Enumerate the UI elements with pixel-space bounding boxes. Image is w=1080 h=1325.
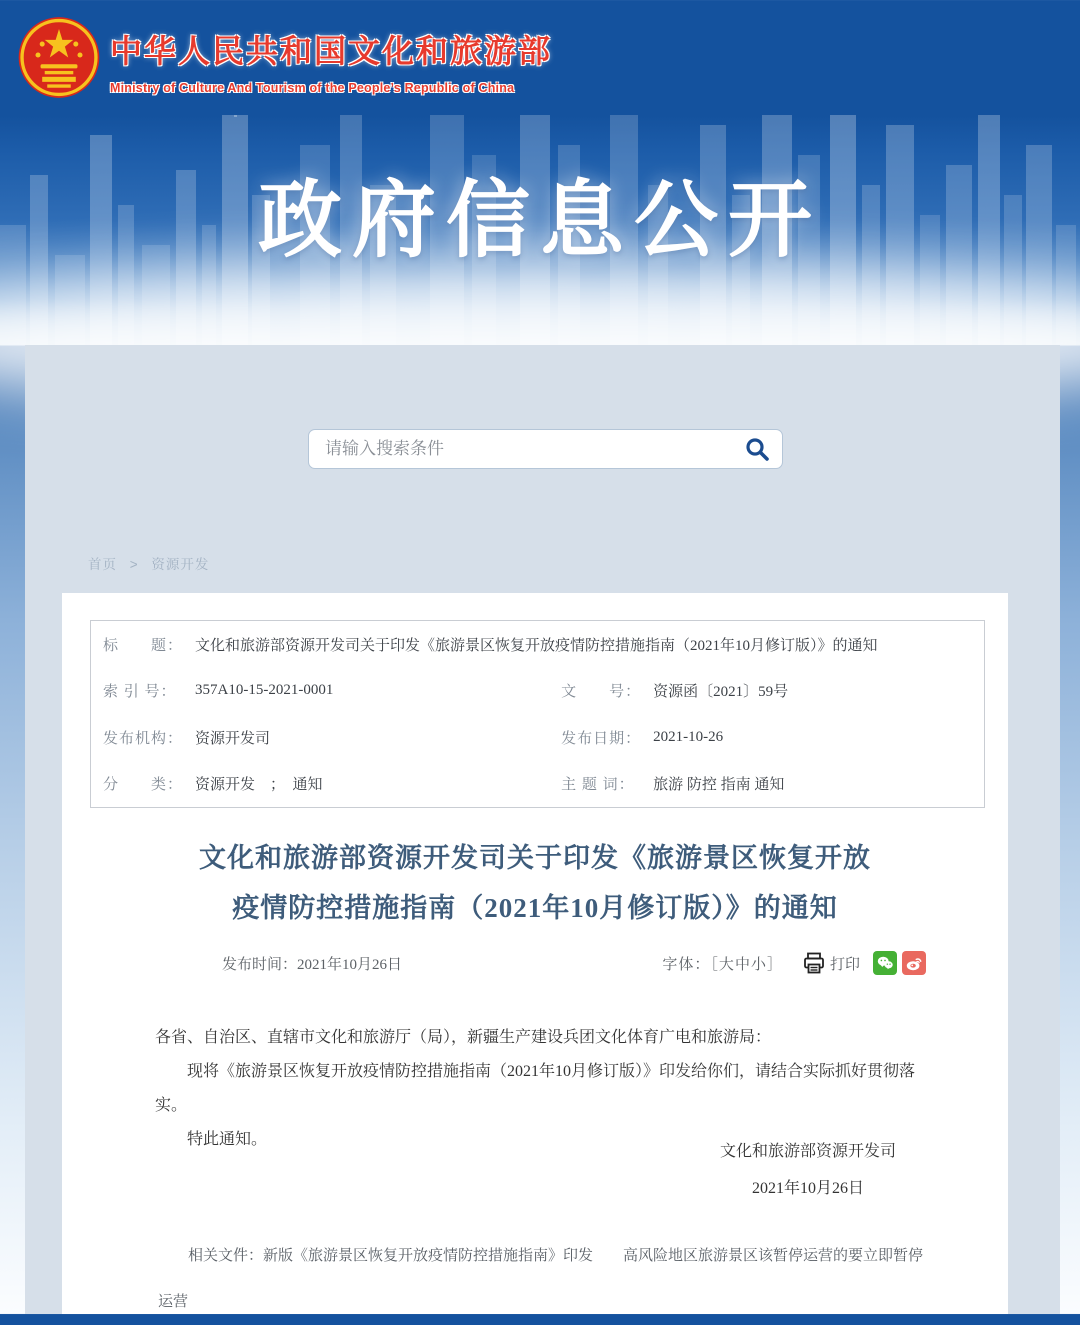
content-panel [25,345,1060,1314]
meta-keywords-value: 旅游 防控 指南 通知 [653,777,785,794]
body-paragraph-main: 现将《旅游景区恢复开放疫情防控措施指南（2021年10月修订版）》印发给你们，请结合实际抓好贯彻落实。 [155,1063,916,1114]
meta-docnumber-value: 资源函〔2021〕59号 [653,684,789,701]
printer-icon [802,951,826,975]
font-bracket-open: ［ [710,956,719,973]
font-bracket-close: ］ [766,956,783,973]
signature-block [720,1133,896,1207]
meta-index-label: 索 引 号： [103,684,177,701]
meta-row-issuer [91,727,984,748]
font-size-selector [662,953,783,974]
banner [0,115,1080,345]
meta-docnumber-label: 文 号： [561,684,642,701]
font-size-large[interactable]: 大 [718,956,735,973]
document-title-line2: 疫情防控措施指南（2021年10月修订版）》的通知 [232,893,838,923]
meta-category-label: 分 类： [103,777,184,794]
article-tools [662,945,926,981]
breadcrumb-separator: > [129,557,139,572]
brand-block [110,26,552,95]
publish-time: 发布时间：2021年10月26日 [222,957,403,973]
font-size-small[interactable]: 小 [750,956,767,973]
meta-date-value: 2021-10-26 [653,728,724,745]
related-files-label: 相关文件： [188,1248,264,1264]
print-label: 打印 [829,956,860,973]
related-file-link-1[interactable]: 新版《旅游景区恢复开放疫情防控措施指南》印发 [263,1248,594,1264]
site-header [0,0,1080,115]
meta-row-index [91,680,984,701]
weibo-icon [905,954,923,972]
related-files [158,1233,930,1325]
meta-row-title [91,634,984,655]
signature-date: 2021年10月26日 [751,1180,864,1197]
meta-index-value: 357A10-15-2021-0001 [195,682,334,699]
meta-row-category [91,773,984,794]
font-size-medium[interactable]: 中 [734,956,751,973]
metadata-table [90,620,985,808]
share-weibo-button[interactable] [902,951,926,975]
share-wechat-button[interactable] [873,951,897,975]
meta-keywords-label: 主 题 词： [561,777,635,794]
search-input[interactable] [323,438,742,460]
document-title-line1: 文化和旅游部资源开发司关于印发《旅游景区恢复开放 [199,843,871,873]
breadcrumb-home[interactable]: 首页 [88,557,117,572]
meta-issuer-value: 资源开发司 [195,730,271,747]
meta-title-value: 文化和旅游部资源开发司关于印发《旅游景区恢复开放疫情防控措施指南（2021年10月修订版）》的通知 [195,637,878,654]
breadcrumb [88,553,209,573]
font-label: 字体： [662,956,711,973]
ministry-name-en: Ministry of Culture And Tourism of the People’s Republic of China [110,81,515,95]
print-button[interactable] [802,951,860,975]
meta-title-label: 标 题： [103,637,184,654]
national-emblem-logo [17,9,101,106]
ministry-name-cn: 中华人民共和国文化和旅游部 [110,33,553,69]
banner-title: 政府信息公开 [257,173,822,267]
body-paragraph-closing: 特此通知。 [187,1131,268,1148]
search-box [308,429,783,469]
meta-date-label: 发布日期： [561,730,642,747]
search-icon [744,436,770,462]
body-paragraph-salutation: 各省、自治区、直辖市文化和旅游厅（局），新疆生产建设兵团文化体育广电和旅游局： [155,1029,772,1046]
article-meta-row [62,945,1008,981]
search-button[interactable] [742,434,772,464]
meta-issuer-label: 发布机构： [103,730,184,747]
meta-category-value: 资源开发 ； 通知 [195,777,323,794]
wechat-icon [876,954,894,972]
breadcrumb-section[interactable]: 资源开发 [151,557,210,572]
related-file-link-2[interactable]: 高风险地区旅游景区该暂停运营的要立即暂停运营 [158,1248,924,1310]
document-card [62,593,1008,1314]
signature-name: 文化和旅游部资源开发司 [719,1143,896,1160]
document-title [62,833,1008,933]
